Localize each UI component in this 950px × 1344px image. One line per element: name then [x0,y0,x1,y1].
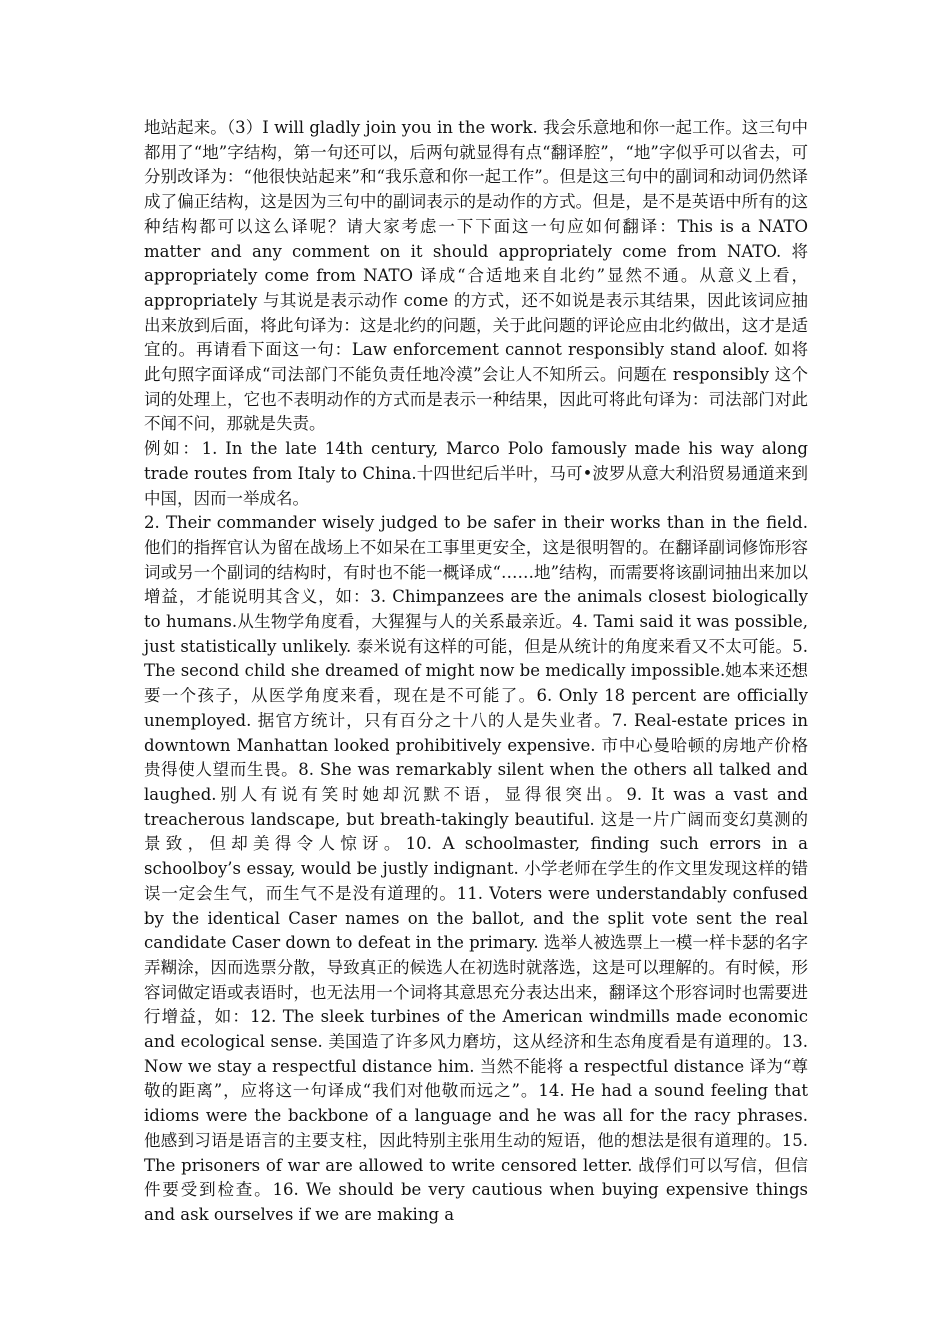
paragraph-example-1: 例如：1. In the late 14th century, Marco Polo famously made his way along trade routes from Italy to China.十四世纪后半叶，马可•波罗从意大利沿贸易通道来到中国，因而一举成名。 [144,439,808,508]
document-body [144,116,808,1228]
paragraph-examples-2-16: 2. Their commander wisely judged to be safer in their works than in the field. 他们的指挥官认为留在战场上不如呆在工事里更安全，这是很明智的。在翻译副词修饰形容词或另一个副词的结构时，有时也不能一概译成“……地”结构，而需要将该副词抽出来加以增益，才能说明其含义，如：3. Chimpanzees are the animals closest biologically to humans.从生物学角度看，大猩猩与人的关系最亲近。4. Tami said it was possible, just statistically unlikely. 泰米说有这样的可能，但是从统计的角度来看又不太可能。5. The second child she dreamed of might now be medically impossible.她本来还想要一个孩子，从医学角度来看，现在是不可能了。6. Only 18 percent are officially unemployed. 据官方统计，只有百分之十八的人是失业者。7. Real-estate prices in downtown Manhattan looked prohibitively expensive. 市中心曼哈顿的房地产价格贵得使人望而生畏。8. She was remarkably silent when the others all talked and laughed.别人有说有笑时她却沉默不语，显得很突出。9. It was a vast and treacherous landscape, but breath-takingly beautiful. 这是一片广阔而变幻莫测的景致，但却美得令人惊讶。10. A schoolmaster, finding such errors in a schoolboy’s essay, would be justly indignant. 小学老师在学生的作文里发现这样的错误一定会生气，而生气不是没有道理的。11. Voters were understandably confused by the identical Caser names on the ballot, and the split vote sent the real candidate Caser down to defeat in the primary. 选举人被选票上一模一样卡瑟的名字弄糊涂，因而选票分散，导致真正的候选人在初选时就落选，这是可以理解的。有时候，形容词做定语或表语时，也无法用一个词将其意思充分表达出来，翻译这个形容词时也需要进行增益，如：12. The sleek turbines of the American windmills made economic and ecological sense. 美国造了许多风力磨坊，这从经济和生态角度看是有道理的。13. Now we stay a respectful distance him. 当然不能将 a respectful distance 译为“尊敬的距离”，应将这一句译成“我们对他敬而远之”。14. He had a sound feeling that idioms were the backbone of a language and he was all for the racy phrases. 他感到习语是语言的主要支柱，因此特别主张用生动的短语，他的想法是很有道理的。15. The prisoners of war are allowed to write censored letter. 战俘们可以写信，但信件要受到检查。16. We should be very cautious when buying expensive things and ask ourselves if we are making a [144,513,808,1224]
paragraph-adverb-translation: 地站起来。（3）I will gladly join you in the work. 我会乐意地和你一起工作。这三句中都用了“地”字结构，第一句还可以，后两句就显得有点“翻译腔”，“地”字似乎可以省去，可分别改译为：“他很快站起来”和“我乐意和你一起工作”。但是这三句中的副词和动词仍然译成了偏正结构，这是因为三句中的副词表示的是动作的方式。但是，是不是英语中所有的这种结构都可以这么译呢？请大家考虑一下下面这一句应如何翻译：This is a NATO matter and any comment on it should appropriately come from NATO. 将 appropriately come from NATO 译成“合适地来自北约”显然不通。从意义上看，appropriately 与其说是表示动作 come 的方式，还不如说是表示其结果，因此该词应抽出来放到后面，将此句译为：这是北约的问题，关于此问题的评论应由北约做出，这才是适宜的。再请看下面这一句：Law enforcement cannot responsibly stand aloof. 如将此句照字面译成“司法部门不能负责任地冷漠”会让人不知所云。问题在 responsibly 这个词的处理上，它也不表明动作的方式而是表示一种结果，因此可将此句译为：司法部门对此不闻不问，那就是失责。 [144,118,808,434]
